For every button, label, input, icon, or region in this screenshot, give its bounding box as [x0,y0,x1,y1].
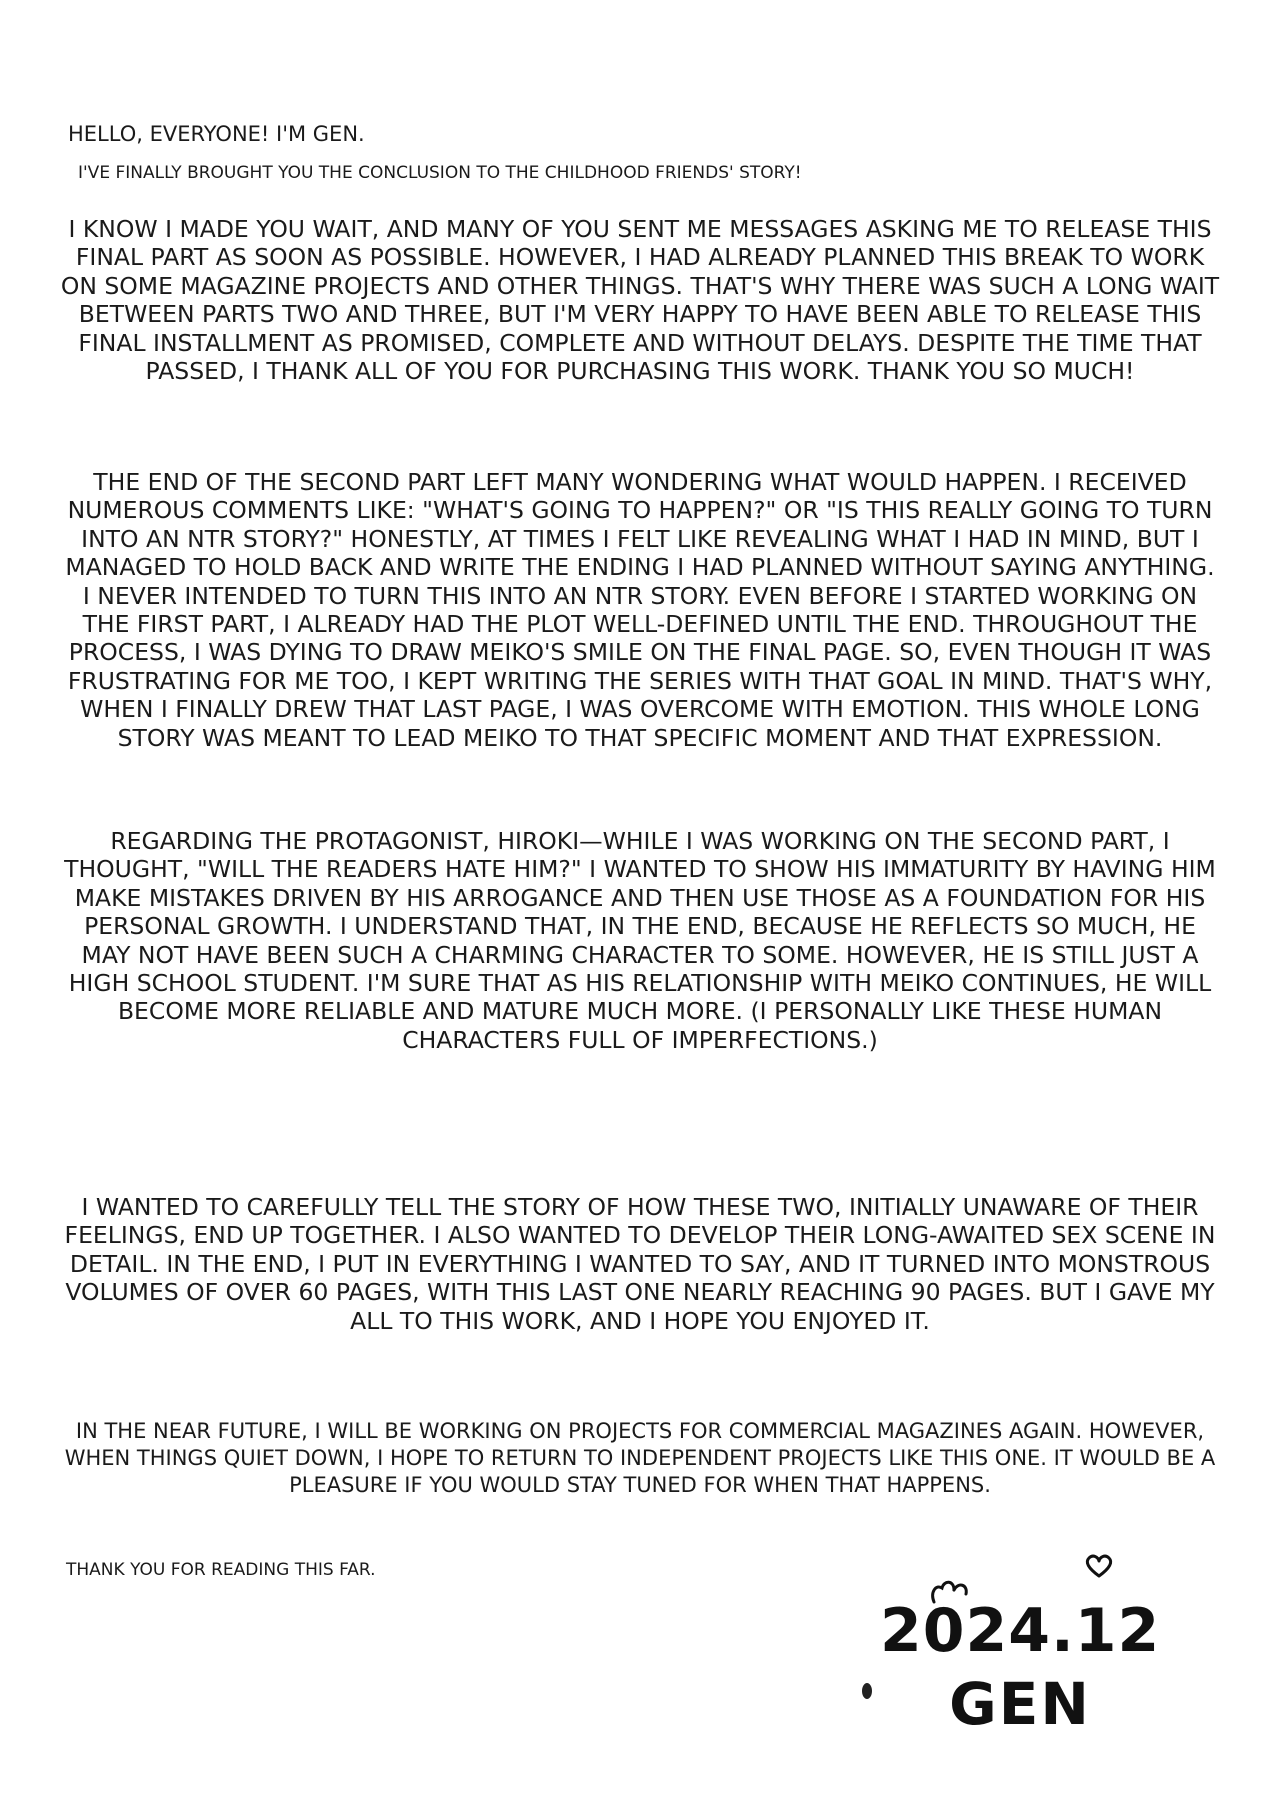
paragraph-5: IN THE NEAR FUTURE, I WILL BE WORKING ON PROJECTS FOR COMMERCIAL MAGAZINES AGAIN. HOWEVER, WHEN THINGS QUIET DOWN, I HOPE TO RETURN TO INDEPENDENT PROJECTS LIKE THIS ONE. IT WOULD BE A PLEASURE IF YOU WOULD STAY TUNED FOR WHEN THAT HAPPENS. [64,1419,1216,1497]
greeting: HELLO, EVERYONE! I'M GEN. [68,122,365,146]
signature-date: 2024.12 [880,1596,1161,1666]
signature-name: GEN [949,1670,1091,1738]
paragraph-4: I WANTED TO CAREFULLY TELL THE STORY OF HOW THESE TWO, INITIALLY UNAWARE OF THEIR FEELINGS, END UP TOGETHER. I ALSO WANTED TO DEVELOP THEIR LONG-AWAITED SEX SCENE IN DETAIL. IN THE END, I PUT IN EVERYTHING I WANTED TO SAY, AND IT TURNED INTO MONSTROUS VOLUMES OF OVER 60 PAGES, WITH THIS LAST ONE NEARLY REACHING 90 PAGES. BUT I GAVE MY ALL TO THIS WORK, AND I HOPE YOU ENJOYED IT. [64,1193,1216,1335]
subgreeting: I'VE FINALLY BROUGHT YOU THE CONCLUSION TO THE CHILDHOOD FRIENDS' STORY! [78,163,802,183]
heart-doodle-icon [1082,1552,1116,1580]
closing-line: THANK YOU FOR READING THIS FAR. [66,1560,376,1580]
paragraph-1: I KNOW I MADE YOU WAIT, AND MANY OF YOU SENT ME MESSAGES ASKING ME TO RELEASE THIS FINAL PART AS SOON AS POSSIBLE. HOWEVER, I HAD ALREADY PLANNED THIS BREAK TO WORK ON SOME MAGAZINE PROJECTS AND OTHER THINGS. THAT'S WHY THERE WAS SUCH A LONG WAIT BETWEEN PARTS TWO AND THREE, BUT I'M VERY HAPPY TO HAVE BEEN ABLE TO RELEASE THIS FINAL INSTALLMENT AS PROMISED, COMPLETE AND WITHOUT DELAYS. DESPITE THE TIME THAT PASSED, I THANK ALL OF YOU FOR PURCHASING THIS WORK. THANK YOU SO MUCH! [60,215,1220,386]
smudge-mark [858,1680,876,1702]
paragraph-2: THE END OF THE SECOND PART LEFT MANY WONDERING WHAT WOULD HAPPEN. I RECEIVED NUMEROUS COMMENTS LIKE: "WHAT'S GOING TO HAPPEN?" OR "IS THIS REALLY GOING TO TURN INTO AN NTR STORY?" HONESTLY, AT TIMES I FELT LIKE REVEALING WHAT I HAD IN MIND, BUT I MANAGED TO HOLD BACK AND WRITE THE ENDING I HAD PLANNED WITHOUT SAYING ANYTHING. I NEVER INTENDED TO TURN THIS INTO AN NTR STORY. EVEN BEFORE I STARTED WORKING ON THE FIRST PART, I ALREADY HAD THE PLOT WELL-DEFINED UNTIL THE END. THROUGHOUT THE PROCESS, I WAS DYING TO DRAW MEIKO'S SMILE ON THE FINAL PAGE. SO, EVEN THOUGH IT WAS FRUSTRATING FOR ME TOO, I KEPT WRITING THE SERIES WITH THAT GOAL IN MIND. THAT'S WHY, WHEN I FINALLY DREW THAT LAST PAGE, I WAS OVERCOME WITH EMOTION. THIS WHOLE LONG STORY WAS MEANT TO LEAD MEIKO TO THAT SPECIFIC MOMENT AND THAT EXPRESSION. [65,468,1215,752]
paragraph-3: REGARDING THE PROTAGONIST, HIROKI—WHILE I WAS WORKING ON THE SECOND PART, I THOUGHT, "WILL THE READERS HATE HIM?" I WANTED TO SHOW HIS IMMATURITY BY HAVING HIM MAKE MISTAKES DRIVEN BY HIS ARROGANCE AND THEN USE THOSE AS A FOUNDATION FOR HIS PERSONAL GROWTH. I UNDERSTAND THAT, IN THE END, BECAUSE HE REFLECTS SO MUCH, HE MAY NOT HAVE BEEN SUCH A CHARMING CHARACTER TO SOME. HOWEVER, HE IS STILL JUST A HIGH SCHOOL STUDENT. I'M SURE THAT AS HIS RELATIONSHIP WITH MEIKO CONTINUES, HE WILL BECOME MORE RELIABLE AND MATURE MUCH MORE. (I PERSONALLY LIKE THESE HUMAN CHARACTERS FULL OF IMPERFECTIONS.) [64,827,1216,1054]
